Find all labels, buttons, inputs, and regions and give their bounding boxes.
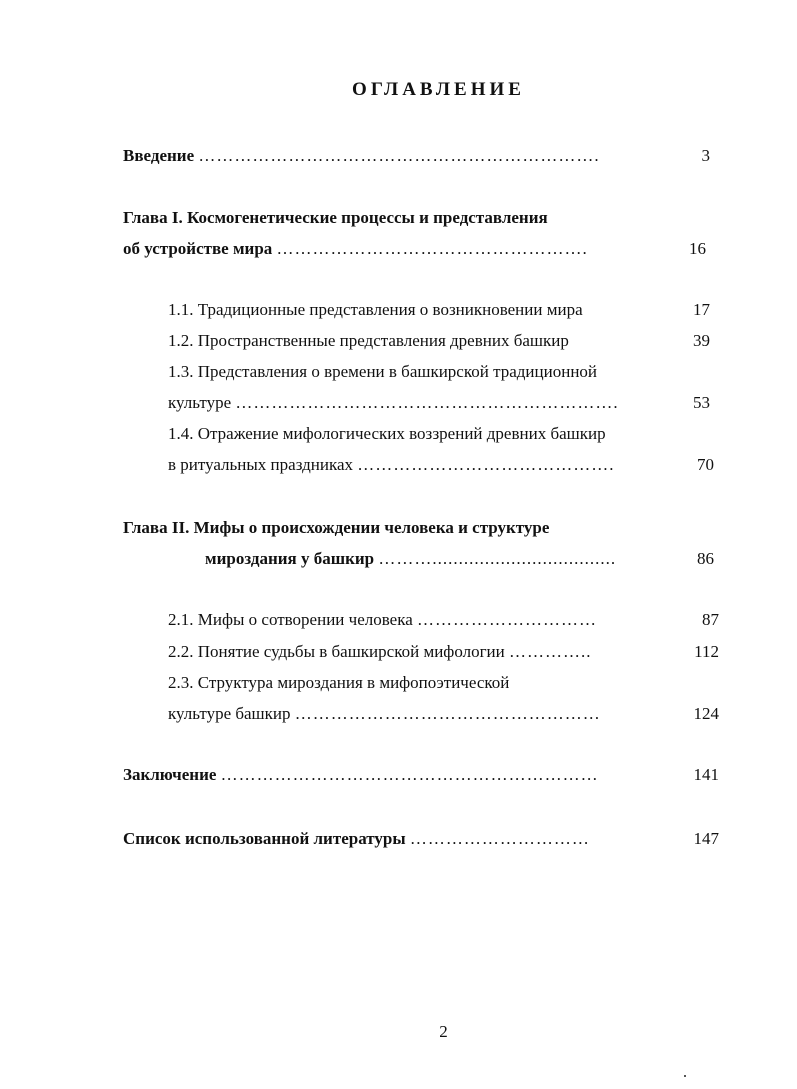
toc-s13-line1[interactable]: 1.3. Представления о времени в башкирской традиционной bbox=[168, 362, 598, 381]
toc-s21-dots: ………………………… bbox=[417, 610, 597, 629]
page-number: 2 bbox=[439, 1022, 448, 1041]
toc-entry-s22[interactable] bbox=[168, 642, 592, 662]
toc-ch1-dots: ……………………………………………. bbox=[276, 239, 588, 258]
toc-s13-page: 53 bbox=[693, 393, 710, 412]
toc-bibliography-page: 147 bbox=[693, 829, 719, 848]
toc-s11-label[interactable]: 1.1. Традиционные представления о возникновении мира bbox=[168, 300, 583, 319]
toc-entry-s23[interactable] bbox=[168, 704, 601, 724]
toc-intro-dots: …………………………………………………………. bbox=[198, 146, 600, 165]
toc-s14-line2: в ритуальных праздниках bbox=[168, 455, 353, 474]
scan-speck bbox=[684, 1075, 686, 1077]
toc-entry-conclusion[interactable] bbox=[123, 765, 599, 785]
toc-entry-s21[interactable] bbox=[168, 610, 597, 630]
toc-s12-label[interactable]: 1.2. Пространственные представления древних башкир bbox=[168, 331, 569, 350]
toc-ch2-line2: мироздания у башкир bbox=[205, 549, 375, 568]
toc-s23-line1[interactable]: 2.3. Структура мироздания в мифопоэтической bbox=[168, 673, 510, 692]
toc-intro-page: 3 bbox=[701, 146, 710, 165]
toc-s11-page: 17 bbox=[693, 300, 710, 319]
toc-s23-page: 124 bbox=[693, 704, 719, 723]
toc-intro-label: Введение bbox=[123, 146, 195, 165]
toc-bibliography-dots: ………………………… bbox=[409, 829, 590, 848]
toc-s22-page: 112 bbox=[694, 642, 719, 661]
toc-s22-dots: ………….. bbox=[509, 642, 592, 661]
toc-entry-s14[interactable] bbox=[168, 455, 615, 475]
toc-entry-bibliography[interactable] bbox=[123, 829, 590, 849]
toc-conclusion-dots: ……………………………………………………… bbox=[220, 765, 599, 784]
page-title: ОГЛАВЛЕНИЕ bbox=[352, 79, 525, 100]
toc-entry-ch1[interactable] bbox=[123, 239, 588, 259]
toc-s21-page: 87 bbox=[702, 610, 719, 629]
toc-entry-intro[interactable] bbox=[123, 146, 600, 166]
toc-s14-dots: ……………………………………. bbox=[357, 455, 615, 474]
toc-s22-label: 2.2. Понятие судьбы в башкирской мифологии bbox=[168, 642, 505, 661]
toc-s14-line1[interactable]: 1.4. Отражение мифологических воззрений древних башкир bbox=[168, 424, 606, 443]
toc-ch1-line1[interactable]: Глава I. Космогенетические процессы и представления bbox=[123, 208, 548, 227]
toc-ch2-page: 86 bbox=[697, 549, 714, 568]
toc-conclusion-page: 141 bbox=[693, 765, 719, 784]
toc-ch2-line1[interactable]: Глава II. Мифы о происхождении человека и структуре bbox=[123, 518, 550, 537]
toc-s23-line2: культуре башкир bbox=[168, 704, 291, 723]
toc-s23-dots: …………………………………………… bbox=[294, 704, 601, 723]
toc-ch1-page: 16 bbox=[689, 239, 706, 258]
toc-conclusion-label: Заключение bbox=[123, 765, 217, 784]
toc-ch2-dots: ………................................... bbox=[378, 549, 617, 568]
toc-s14-page: 70 bbox=[697, 455, 714, 474]
toc-bibliography-label: Список использованной литературы bbox=[123, 829, 406, 848]
toc-entry-s13[interactable] bbox=[168, 393, 619, 413]
toc-entry-ch2[interactable] bbox=[205, 549, 616, 569]
toc-s12-page: 39 bbox=[693, 331, 710, 350]
toc-s13-line2: культуре bbox=[168, 393, 232, 412]
toc-ch1-line2: об устройстве мира bbox=[123, 239, 273, 258]
toc-s21-label: 2.1. Мифы о сотворении человека bbox=[168, 610, 413, 629]
toc-s13-dots: ………………………………………………………. bbox=[235, 393, 619, 412]
